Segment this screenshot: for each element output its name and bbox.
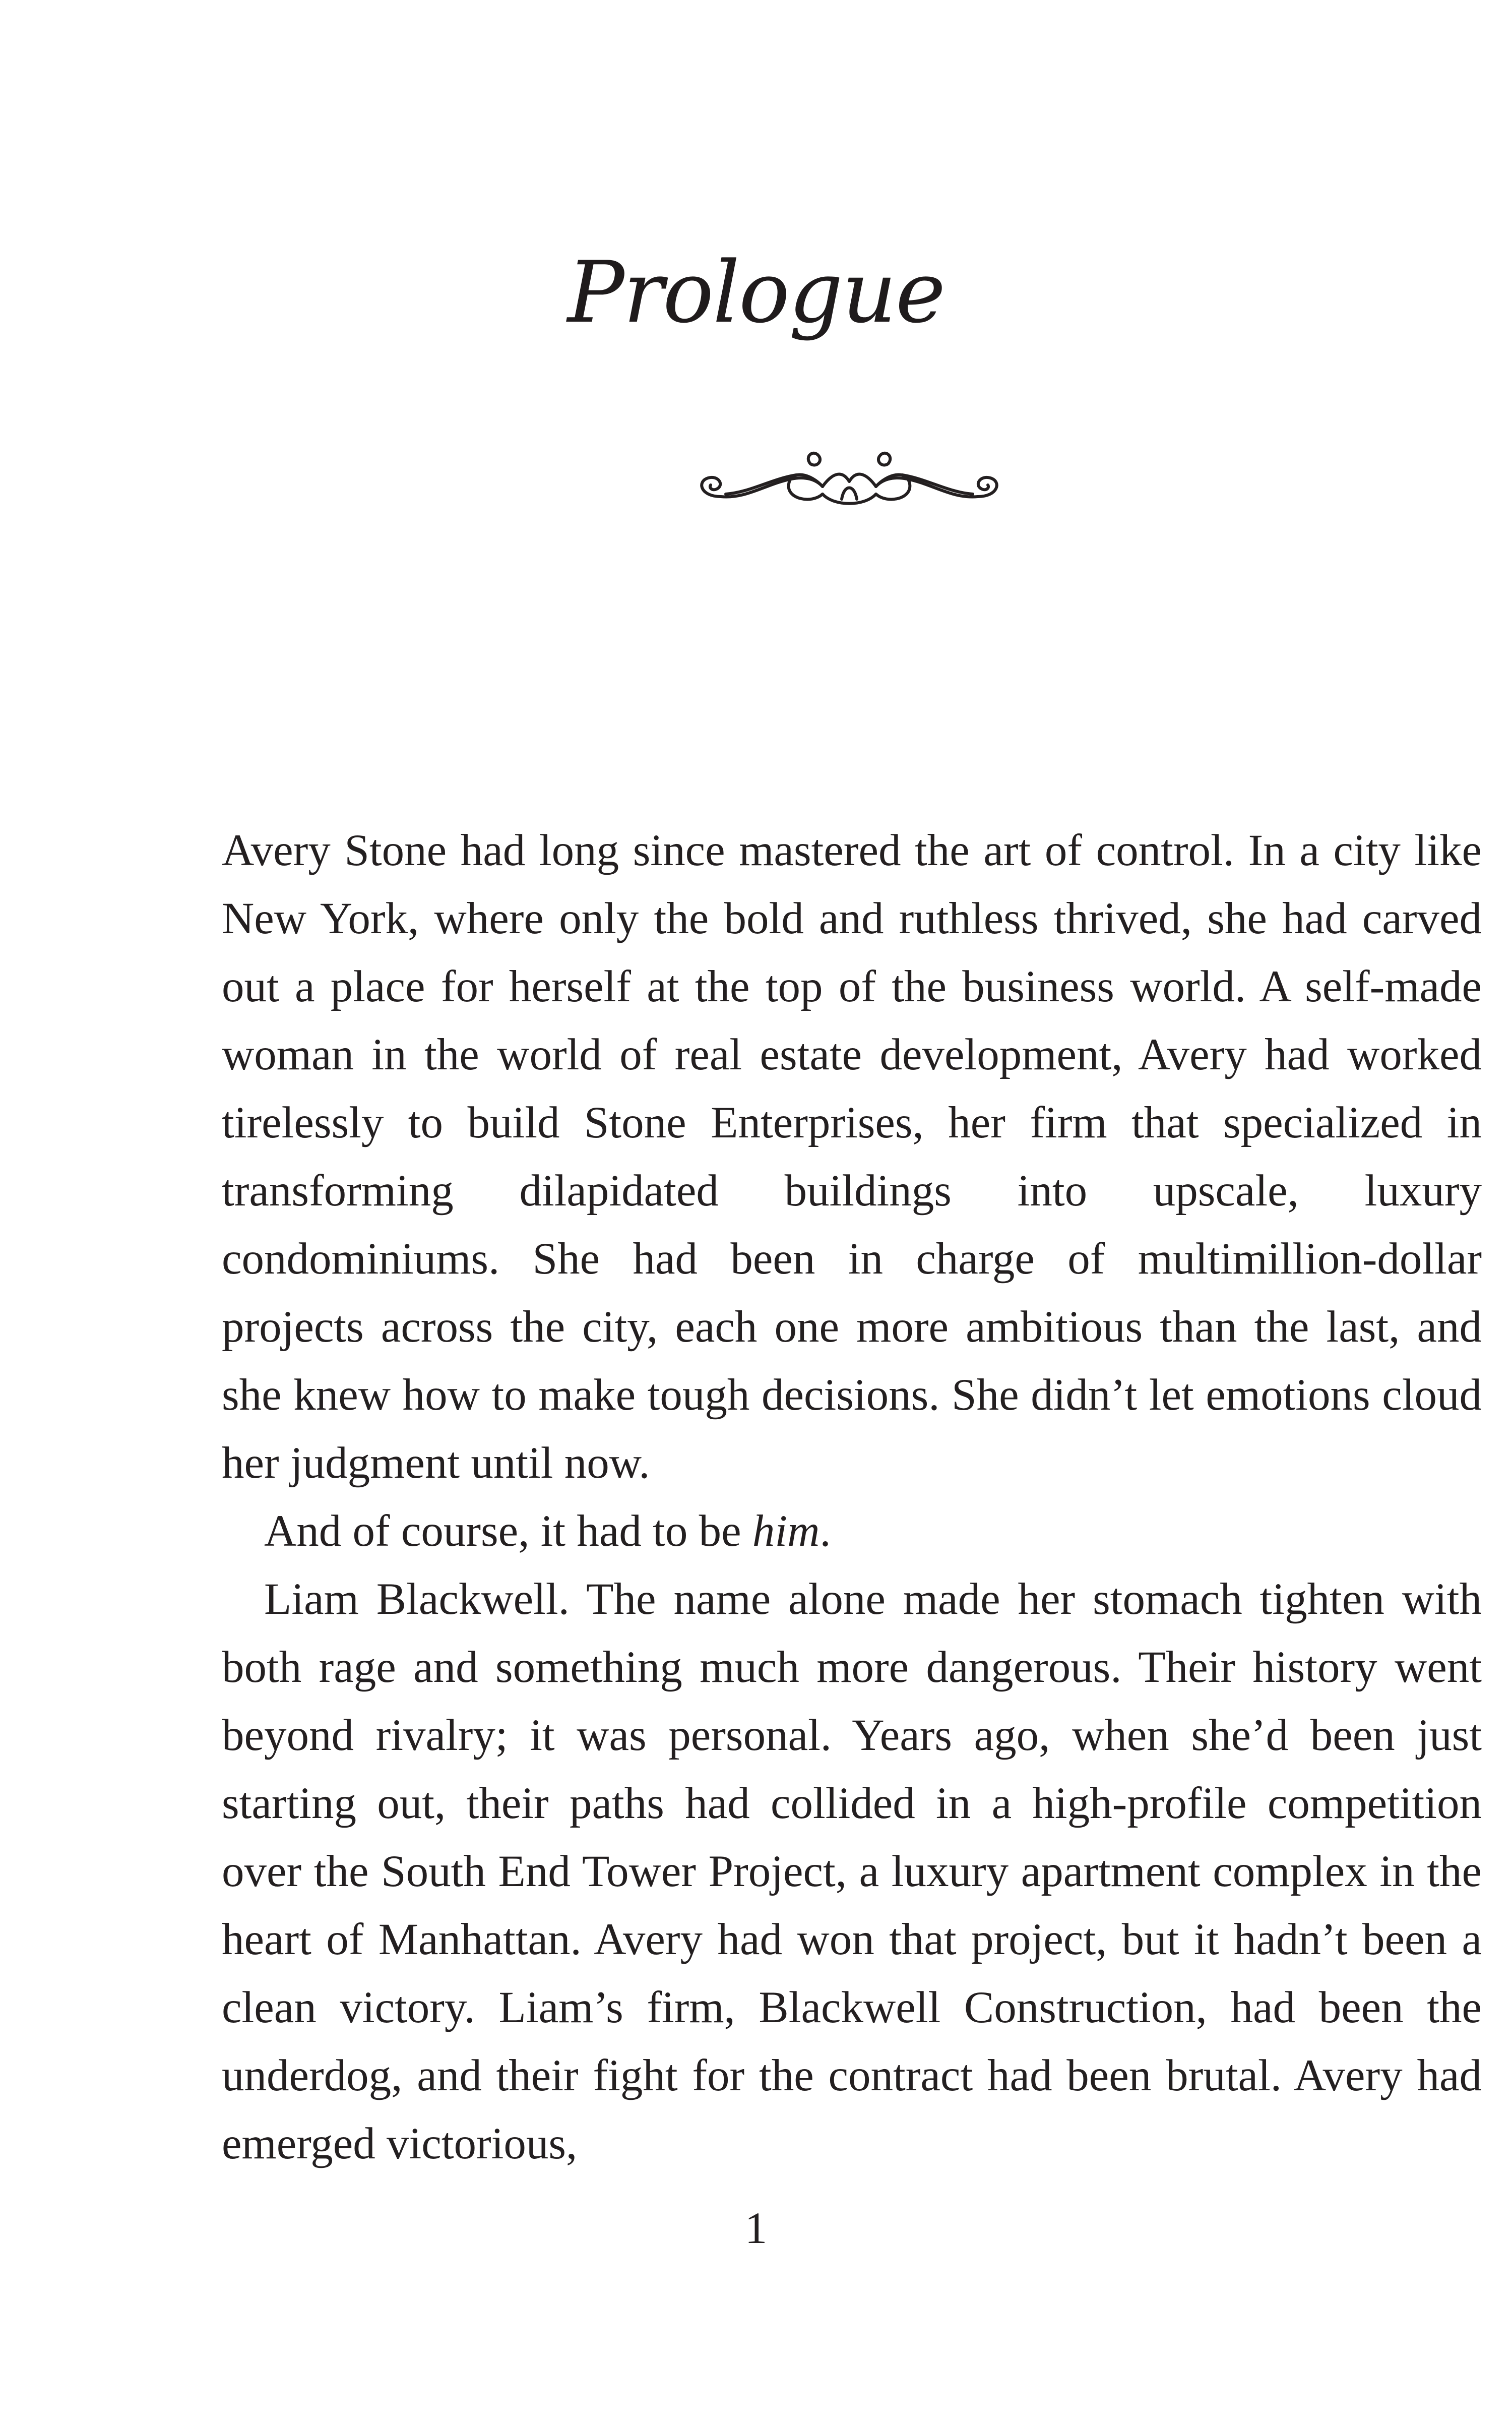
paragraph-text-end: . [820, 1506, 831, 1556]
emphasis-text: him [752, 1506, 820, 1556]
page-number: 1 [744, 2204, 768, 2253]
chapter-title: Prologue [567, 243, 945, 342]
paragraph-text: Avery Stone had long since mastered the art of control. In a city like New York, where only the bold and ruthless thrived, she had carved out a place for herself at the top of the business world. A self-made woman in the world of real estate development, Avery had worked tirelessly to build Stone Enterprises, her firm that specialized in transforming dilapidated buildings into upscale, luxury condominiums. She had been in charge of multimillion-dollar projects across the city, each one more ambitious than the last, and she knew how to make tough decisions. She didn’t let emotions cloud her judgment until now. [222, 826, 1482, 1488]
paragraph-text: Liam Blackwell. The name alone made her stomach tighten with both rage and something much more dangerous. Their history went beyond rivalry; it was personal. Years ago, when she’d been just starting out, their paths had collided in a high-profile competition over the South End Tower Project, a luxury apartment complex in the heart of Manhattan. Avery had won that project, but it hadn’t been a clean victory. Liam’s firm, Blackwell Construction, had been the underdog, and their fight for the contract had been brutal. Avery had emerged victorious, [222, 1575, 1482, 2168]
paragraph [222, 1497, 1482, 1565]
paragraph [222, 817, 1482, 1497]
body-text [222, 817, 1482, 2178]
paragraph [222, 1565, 1482, 2178]
flourish-divider-icon [690, 444, 1008, 529]
paragraph-text: And of course, it had to be [264, 1506, 752, 1556]
